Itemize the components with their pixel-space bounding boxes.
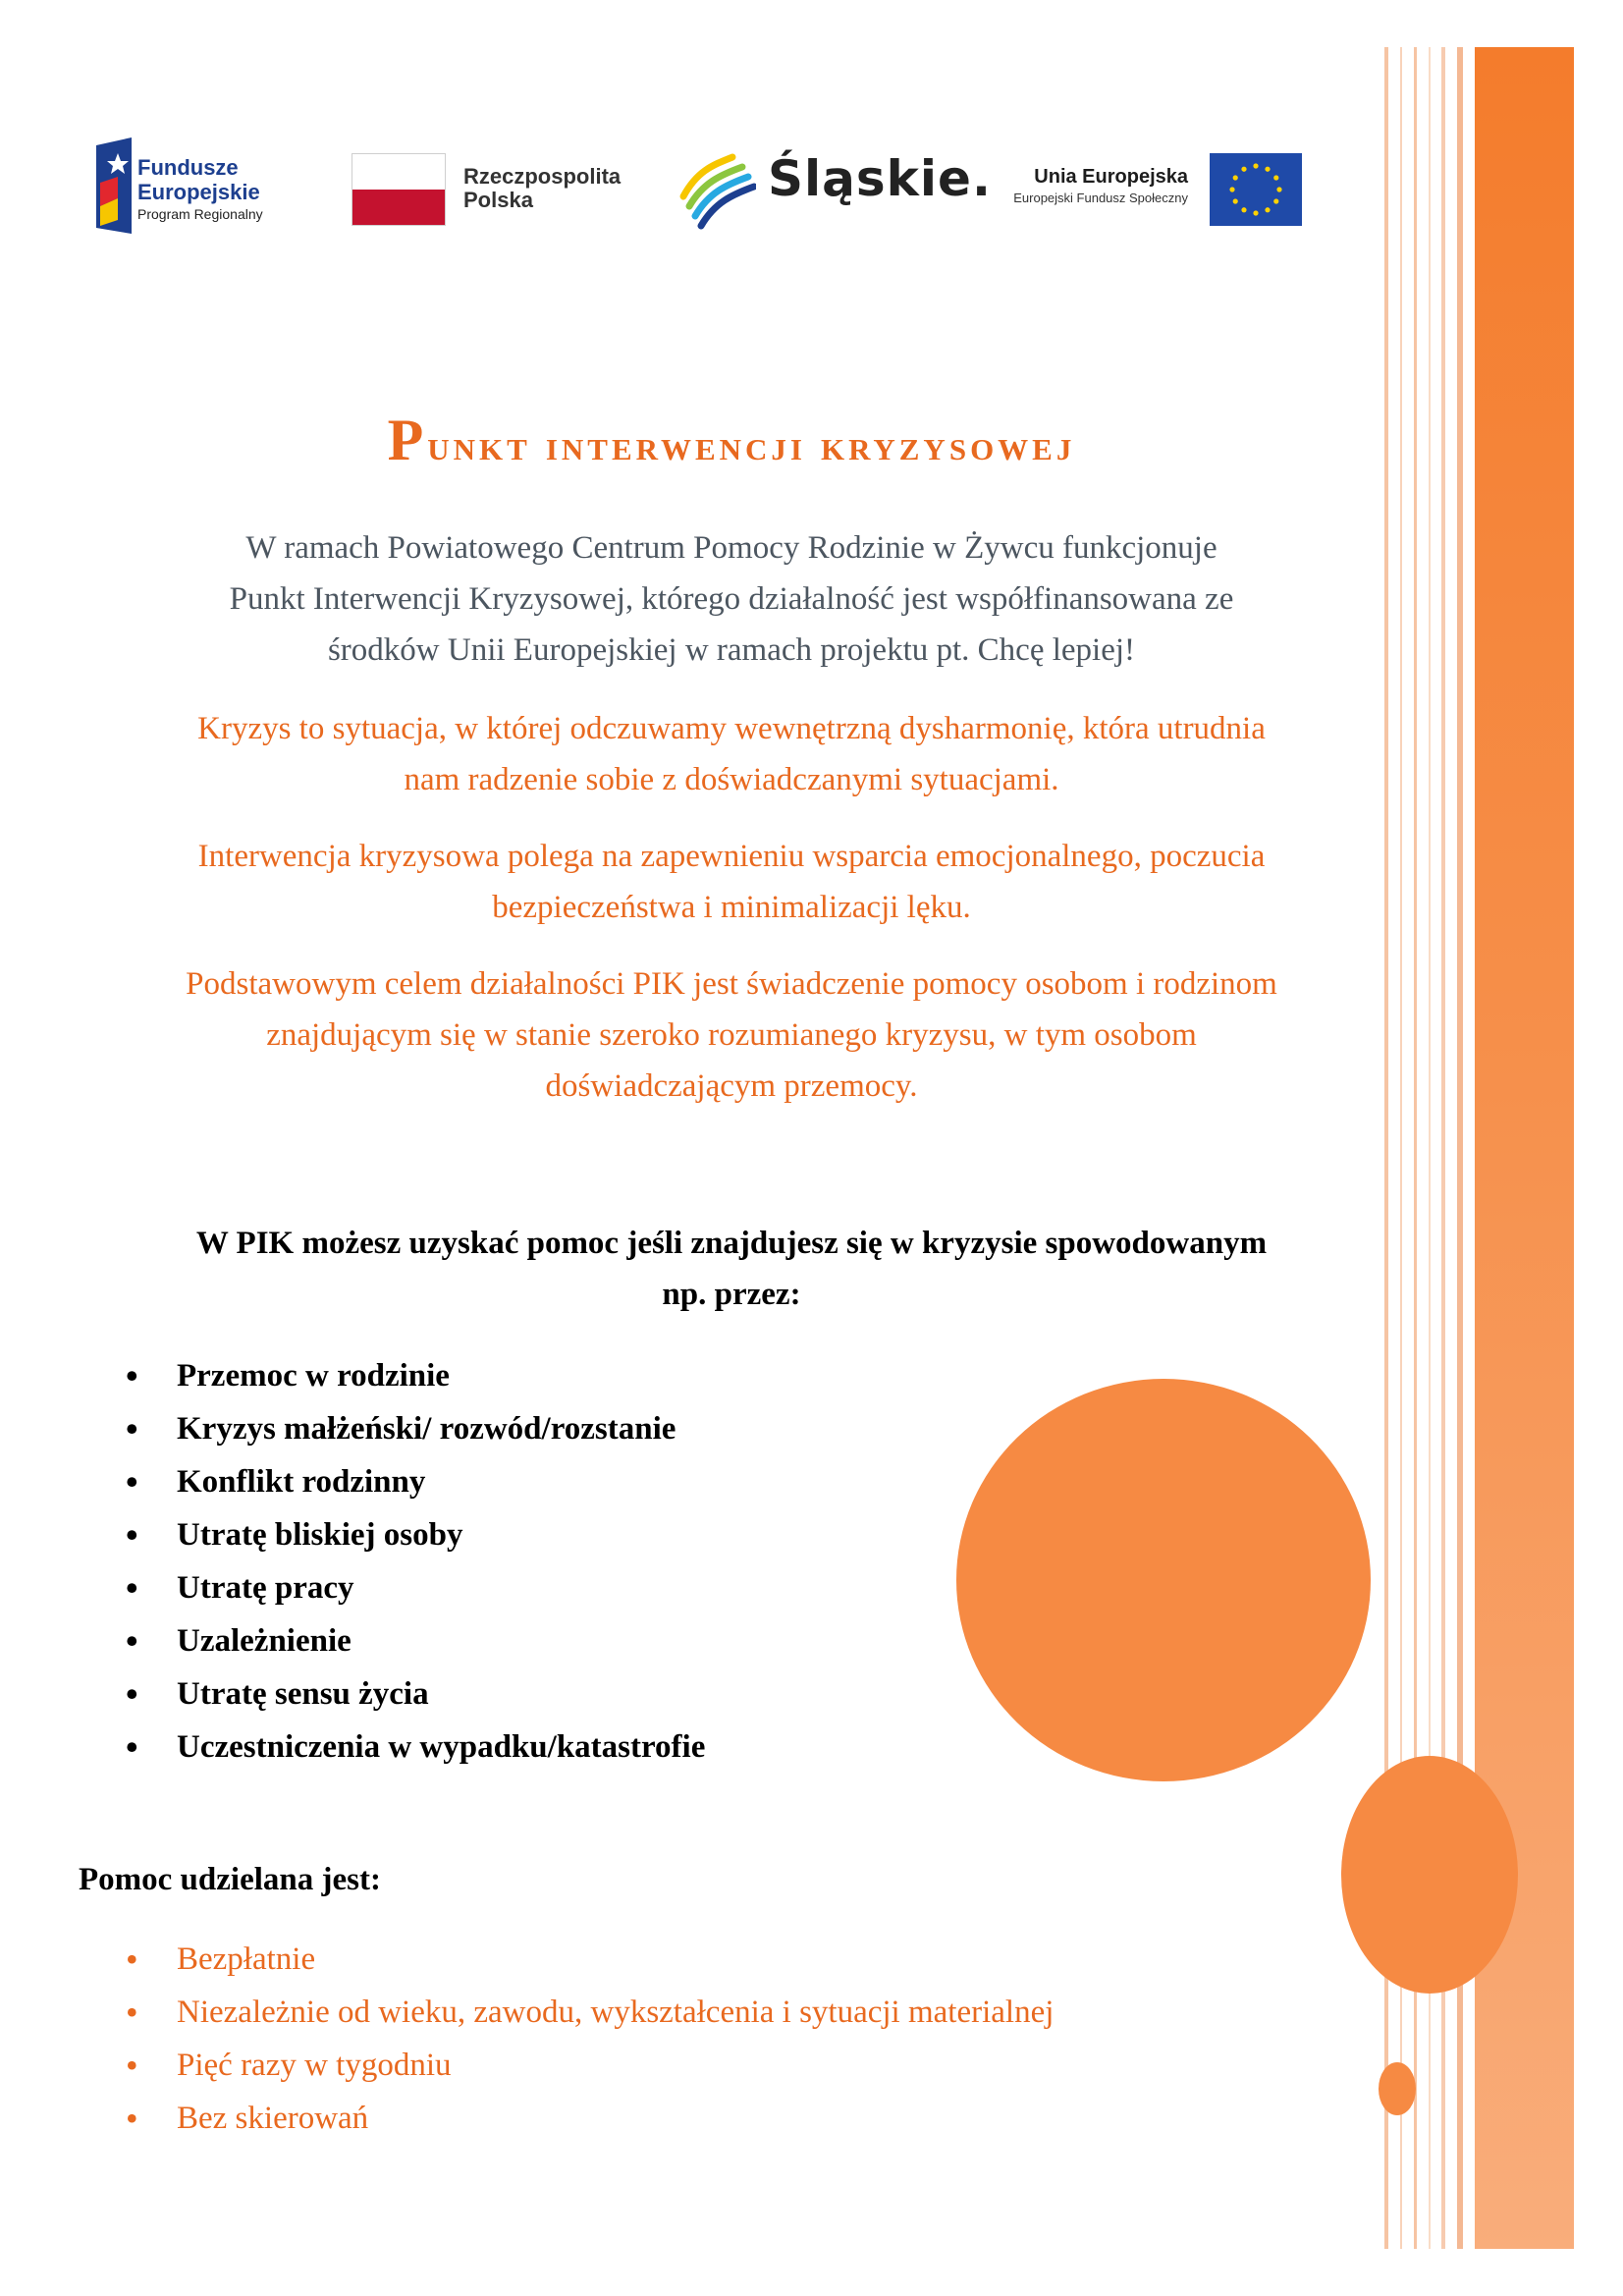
eu-star-icon: [1265, 167, 1270, 172]
list-item: • Konflikt rodzinny: [126, 1455, 705, 1508]
eu-star-icon: [1253, 210, 1258, 215]
list-item: • Bezpłatnie: [126, 1933, 1054, 1986]
crisis-definition-line: Kryzys to sytuacja, w której odczuwamy wewnętrzną dysharmonię, która utrudnia: [197, 711, 1266, 746]
title-first-letter: P: [387, 408, 428, 472]
list-item: • Uzależnienie: [126, 1614, 705, 1667]
crisis-definition-line: nam radzenie sobie z doświadczanymi sytuacjami.: [404, 762, 1059, 797]
goal-line: doświadczającym przemocy.: [545, 1068, 918, 1104]
rp-logo-line2: Polska: [463, 188, 533, 212]
eu-flag-icon: [1210, 153, 1302, 226]
intro-line: W ramach Powiatowego Centrum Pomocy Rodzinie w Żywcu funkcjonuje: [245, 530, 1217, 566]
list-item: • Uczestniczenia w wypadku/katastrofie: [126, 1721, 705, 1774]
eu-star-icon: [1241, 207, 1246, 212]
list-item: • Przemoc w rodzinie: [126, 1349, 705, 1402]
list-item: • Niezależnie od wieku, zawodu, wykształcenia i sytuacji materialnej: [126, 1986, 1054, 2039]
fe-logo-line2: Europejskie: [137, 180, 260, 204]
pik-heading: [79, 1218, 1384, 1320]
list-item: • Pięć razy w tygodniu: [126, 2039, 1054, 2092]
help-heading: Pomoc udzielana jest:: [79, 1862, 381, 1897]
eu-star-icon: [1273, 175, 1278, 180]
eu-star-icon: [1265, 207, 1270, 212]
fe-logo-line3: Program Regionalny: [137, 206, 263, 222]
decorative-circle-small: [1379, 2062, 1416, 2115]
goal-line: Podstawowym celem działalności PIK jest świadczenie pomocy osobom i rodzinom: [186, 966, 1277, 1002]
eu-star-icon: [1273, 198, 1278, 203]
fe-logo-line1: Fundusze: [137, 155, 239, 180]
fe-star-icon: [96, 137, 135, 234]
intervention-definition-line: Interwencja kryzysowa polega na zapewnieniu wsparcia emocjonalnego, poczucia: [197, 839, 1266, 874]
intervention-definition-line: bezpieczeństwa i minimalizacji lęku.: [492, 890, 971, 925]
list-item: • Bez skierowań: [126, 2092, 1054, 2145]
goal-line: znajdującym się w stanie szeroko rozumianego kryzysu, w tym osobom: [266, 1017, 1197, 1053]
eu-star-icon: [1233, 175, 1238, 180]
intervention-definition: [79, 831, 1384, 933]
intro-paragraph: [79, 522, 1384, 676]
slaskie-logo-text: Śląskie.: [768, 150, 992, 207]
rp-logo-line1: Rzeczpospolita: [463, 164, 622, 189]
list-item: • Kryzys małżeński/ rozwód/rozstanie: [126, 1402, 705, 1455]
ue-logo-line2: Europejski Fundusz Społeczny: [1013, 191, 1188, 205]
list-item: • Utratę pracy: [126, 1561, 705, 1614]
polish-flag-icon: [352, 153, 446, 226]
title-rest: unkt interwencji kryzysowej: [427, 421, 1076, 469]
ue-logo-line1: Unia Europejska: [1034, 166, 1188, 188]
list-item: • Utratę bliskiej osoby: [126, 1508, 705, 1561]
eu-star-icon: [1233, 198, 1238, 203]
decorative-circle-medium: [1341, 1756, 1518, 1994]
decorative-circle-large: [956, 1379, 1371, 1781]
eu-star-icon: [1229, 187, 1234, 191]
pik-heading-line: W PIK możesz uzyskać pomoc jeśli znajdujesz się w kryzysie spowodowanym: [195, 1226, 1268, 1261]
slaskie-waves-icon: [677, 151, 756, 230]
page-title: [79, 410, 1384, 475]
pik-heading-line: np. przez:: [662, 1277, 801, 1312]
crisis-definition: [79, 703, 1384, 805]
help-conditions-list: [126, 1933, 1054, 2145]
goal-paragraph: [79, 958, 1384, 1112]
eu-star-icon: [1253, 163, 1258, 168]
intro-line: środków Unii Europejskiej w ramach projektu pt. Chcę lepiej!: [327, 632, 1136, 668]
eu-star-icon: [1276, 187, 1281, 191]
eu-star-icon: [1241, 167, 1246, 172]
crisis-causes-list: [126, 1349, 705, 1774]
list-item: • Utratę sensu życia: [126, 1667, 705, 1721]
intro-line: Punkt Interwencji Kryzysowej, którego działalność jest współfinansowana ze: [229, 581, 1234, 617]
